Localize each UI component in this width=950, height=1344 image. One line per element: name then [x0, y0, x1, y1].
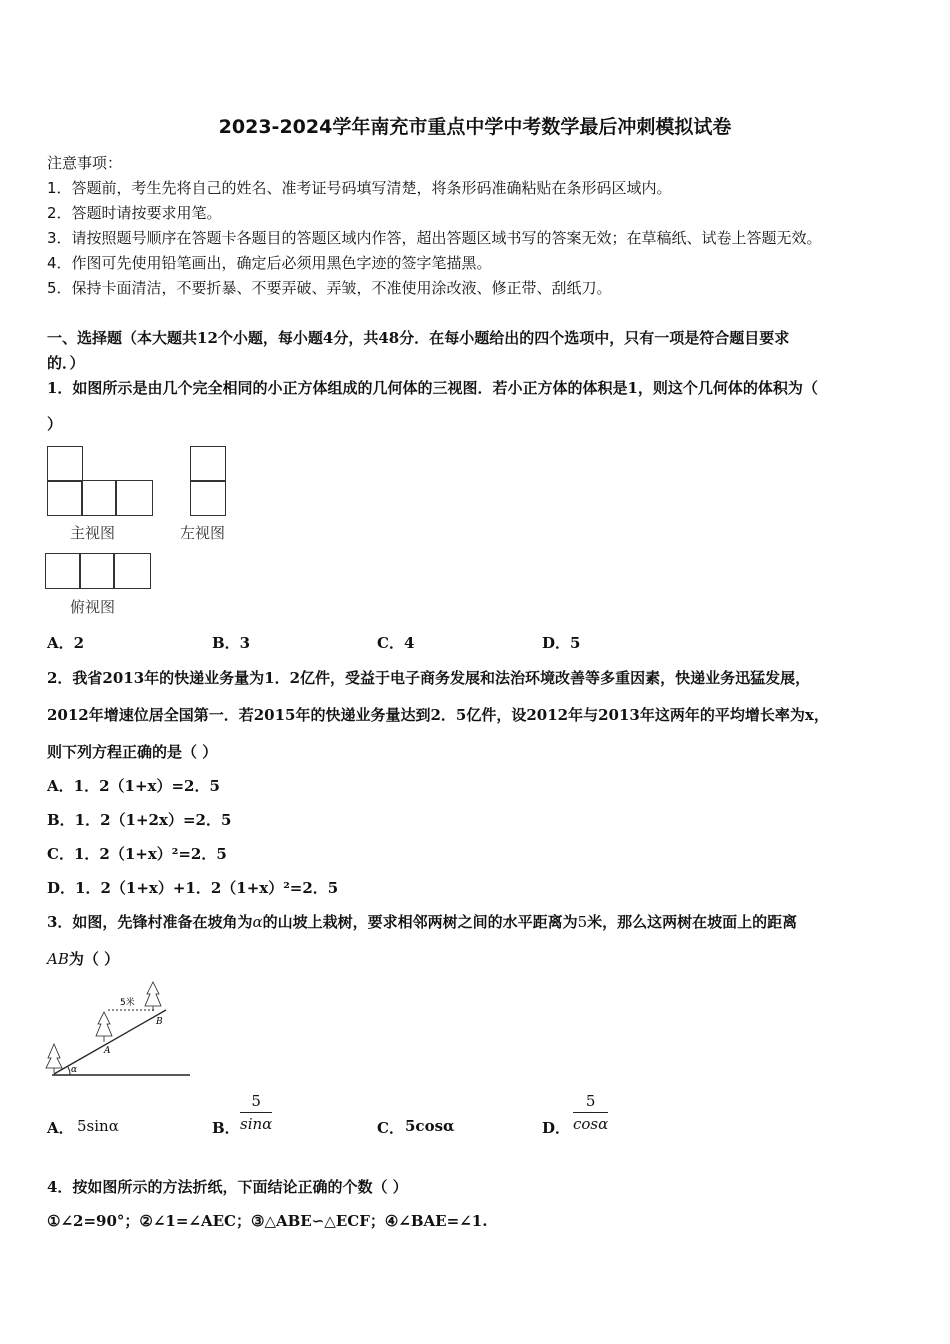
q3-option-c-value: 5cosα: [405, 1117, 455, 1135]
notice-item: 2．答题时请按要求用笔。: [47, 204, 222, 222]
question-4-text: 4．按如图所示的方法折纸，下面结论正确的个数（ ）: [47, 1178, 408, 1196]
q3-option-d-fraction: $\frac{5}{\cos\alpha}$: [573, 1092, 609, 1133]
q2-option-a: A．1．2（1+x）=2．5: [47, 777, 220, 795]
question-2-text-cont: 2012年增速位居全国第一．若2015年的快递业务量达到2．5亿件，设2012年与2013年这两年的平均增长率为x，: [47, 706, 829, 724]
section-heading: 一、选择题（本大题共12个小题，每小题4分，共48分．在每小题给出的四个选项中，只有一项是符合题目要求: [47, 329, 790, 347]
tree-icon: [145, 982, 161, 1011]
question-3-text-cont: AB为（ ）: [47, 950, 120, 968]
notice-item: 4．作图可先使用铅笔画出，确定后必须用黑色字迹的签字笔描黑。: [47, 254, 492, 272]
point-b-label: B: [156, 1017, 163, 1027]
q2-option-c: C．1．2（1+x）²=2．5: [47, 845, 227, 863]
q1-option-b: B．3: [212, 634, 251, 652]
question-3-text: 3．如图，先锋村准备在坡角为α的山坡上栽树，要求相邻两树之间的水平距离为5米，那么这两树在坡面上的距离: [47, 913, 798, 931]
angle-label: α: [71, 1065, 78, 1075]
q3-option-d-label: D．: [542, 1119, 571, 1137]
question-2-text-cont: 则下列方程正确的是（ ）: [47, 743, 218, 761]
question-1-text: 1．如图所示是由几个完全相同的小正方体组成的几何体的三视图．若小正方体的体积是1，则这个几何体的体积为（: [47, 379, 818, 397]
ab-symbol: AB: [47, 950, 69, 968]
left-view-caption: 左视图: [180, 524, 226, 542]
question-2-text: 2．我省2013年的快递业务量为1．2亿件，受益于电子商务发展和法治环境改善等多重因素，快递业务迅猛发展，: [47, 669, 811, 687]
front-view-caption: 主视图: [70, 524, 116, 542]
notice-item: 3．请按照题号顺序在答题卡各题目的答题区域内作答，超出答题区域书写的答案无效；在草稿纸、试卷上答题无效。: [47, 229, 822, 247]
q2-option-b: B．1．2（1+2x）=2．5: [47, 811, 232, 829]
section-heading-cont: 的．）: [47, 354, 85, 372]
q1-option-a: A．2: [47, 634, 85, 652]
q3-option-c-label: C．: [377, 1119, 404, 1137]
q3-option-a-value: 5sinα: [77, 1117, 119, 1135]
q3-option-b-fraction: $\frac{5}{\sin\alpha}$: [240, 1092, 273, 1133]
question-1-text-cont: ）: [47, 415, 63, 433]
point-a-label: A: [104, 1046, 111, 1056]
page-title: 2023-2024学年南充市重点中学中考数学最后冲刺模拟试卷: [218, 116, 732, 138]
q1-option-c: C．4: [377, 634, 415, 652]
q1-option-d: D．5: [542, 634, 581, 652]
tree-icon: [96, 1012, 112, 1042]
question-4-statements: ①∠2=90°；②∠1=∠AEC；③△ABE∽△ECF；④∠BAE=∠1.: [47, 1212, 488, 1230]
top-view-caption: 俯视图: [70, 598, 116, 616]
five-number: 5: [577, 913, 588, 931]
notice-item: 5．保持卡面清洁，不要折暴、不要弄破、弄皱，不准使用涂改液、修正带、刮纸刀。: [47, 279, 612, 297]
notice-heading: 注意事项：: [47, 154, 123, 172]
distance-label: 5米: [120, 998, 135, 1008]
q3-option-a-label: A．: [47, 1119, 74, 1137]
q3-option-b-label: B．: [212, 1119, 240, 1137]
tree-icon: [46, 1044, 62, 1073]
q2-option-d: D．1．2（1+x）+1．2（1+x）²=2．5: [47, 879, 339, 897]
alpha-symbol: α: [252, 913, 263, 931]
notice-item: 1．答题前，考生先将自己的姓名、准考证号码填写清楚，将条形码准确粘贴在条形码区域内。: [47, 179, 672, 197]
slope-figure: [40, 978, 200, 1080]
